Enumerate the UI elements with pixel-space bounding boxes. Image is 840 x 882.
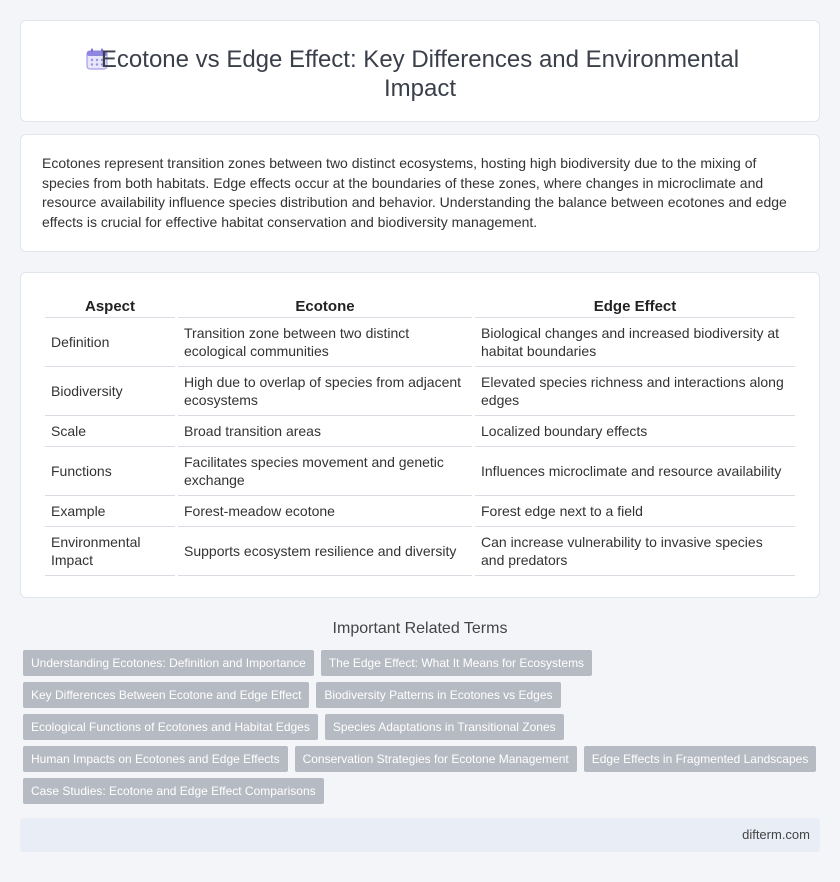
table-cell: High due to overlap of species from adjacent ecosystems	[178, 367, 472, 416]
table-cell: Broad transition areas	[178, 416, 472, 447]
table-cell: Can increase vulnerability to invasive species and predators	[475, 527, 795, 576]
comparison-table	[42, 296, 798, 576]
table-row	[45, 367, 795, 416]
related-term-link[interactable]: Understanding Ecotones: Definition and Importance	[23, 650, 314, 676]
footer	[20, 818, 820, 852]
table-cell: Transition zone between two distinct ecological communities	[178, 318, 472, 367]
site-name[interactable]: difterm.com	[742, 827, 810, 842]
table-row	[45, 318, 795, 367]
table-cell: Environmental Impact	[45, 527, 175, 576]
table-cell: Biological changes and increased biodiversity at habitat boundaries	[475, 318, 795, 367]
related-terms	[20, 650, 820, 810]
related-term-link[interactable]: Key Differences Between Ecotone and Edge Effect	[23, 682, 309, 708]
table-cell: Scale	[45, 416, 175, 447]
table-row	[45, 416, 795, 447]
related-term-link[interactable]: The Edge Effect: What It Means for Ecosystems	[321, 650, 592, 676]
table-cell: Supports ecosystem resilience and diversity	[178, 527, 472, 576]
table-cell: Forest edge next to a field	[475, 496, 795, 527]
related-term-link[interactable]: Ecological Functions of Ecotones and Habitat Edges	[23, 714, 318, 740]
related-term-link[interactable]: Biodiversity Patterns in Ecotones vs Edges	[316, 682, 560, 708]
table-cell: Facilitates species movement and genetic exchange	[178, 447, 472, 496]
related-term-link[interactable]: Conservation Strategies for Ecotone Management	[295, 746, 577, 772]
related-term-link[interactable]: Edge Effects in Fragmented Landscapes	[584, 746, 817, 772]
title-card	[20, 20, 820, 122]
intro-paragraph: Ecotones represent transition zones between two distinct ecosystems, hosting high biodiversity due to the mixing of species from both habitats. Edge effects occur at the boundaries of these zones, where changes in microclimate and resource availability influence species distribution and behavior. Understanding the balance between ecotones and edge effects is crucial for effective habitat conservation and biodiversity management.	[42, 155, 787, 230]
comparison-card	[20, 272, 820, 598]
table-cell: Definition	[45, 318, 175, 367]
table-row	[45, 527, 795, 576]
table-cell: Biodiversity	[45, 367, 175, 416]
related-term-link[interactable]: Case Studies: Ecotone and Edge Effect Comparisons	[23, 778, 324, 804]
table-cell: Localized boundary effects	[475, 416, 795, 447]
intro-card	[20, 134, 820, 252]
related-terms-title: Important Related Terms	[332, 620, 508, 637]
related-term-link[interactable]: Human Impacts on Ecotones and Edge Effects	[23, 746, 288, 772]
table-cell: Influences microclimate and resource availability	[475, 447, 795, 496]
header-aspect: Aspect	[45, 296, 175, 318]
table-cell: Elevated species richness and interactions along edges	[475, 367, 795, 416]
related-term-link[interactable]: Species Adaptations in Transitional Zones	[325, 714, 564, 740]
page-title: Ecotone vs Edge Effect: Key Differences and Environmental Impact	[100, 46, 740, 102]
table-cell: Example	[45, 496, 175, 527]
table-row	[45, 447, 795, 496]
table-cell: Forest-meadow ecotone	[178, 496, 472, 527]
header-edge-effect: Edge Effect	[475, 296, 795, 318]
header-ecotone: Ecotone	[178, 296, 472, 318]
table-header-row	[45, 296, 795, 318]
table-cell: Functions	[45, 447, 175, 496]
table-row	[45, 496, 795, 527]
